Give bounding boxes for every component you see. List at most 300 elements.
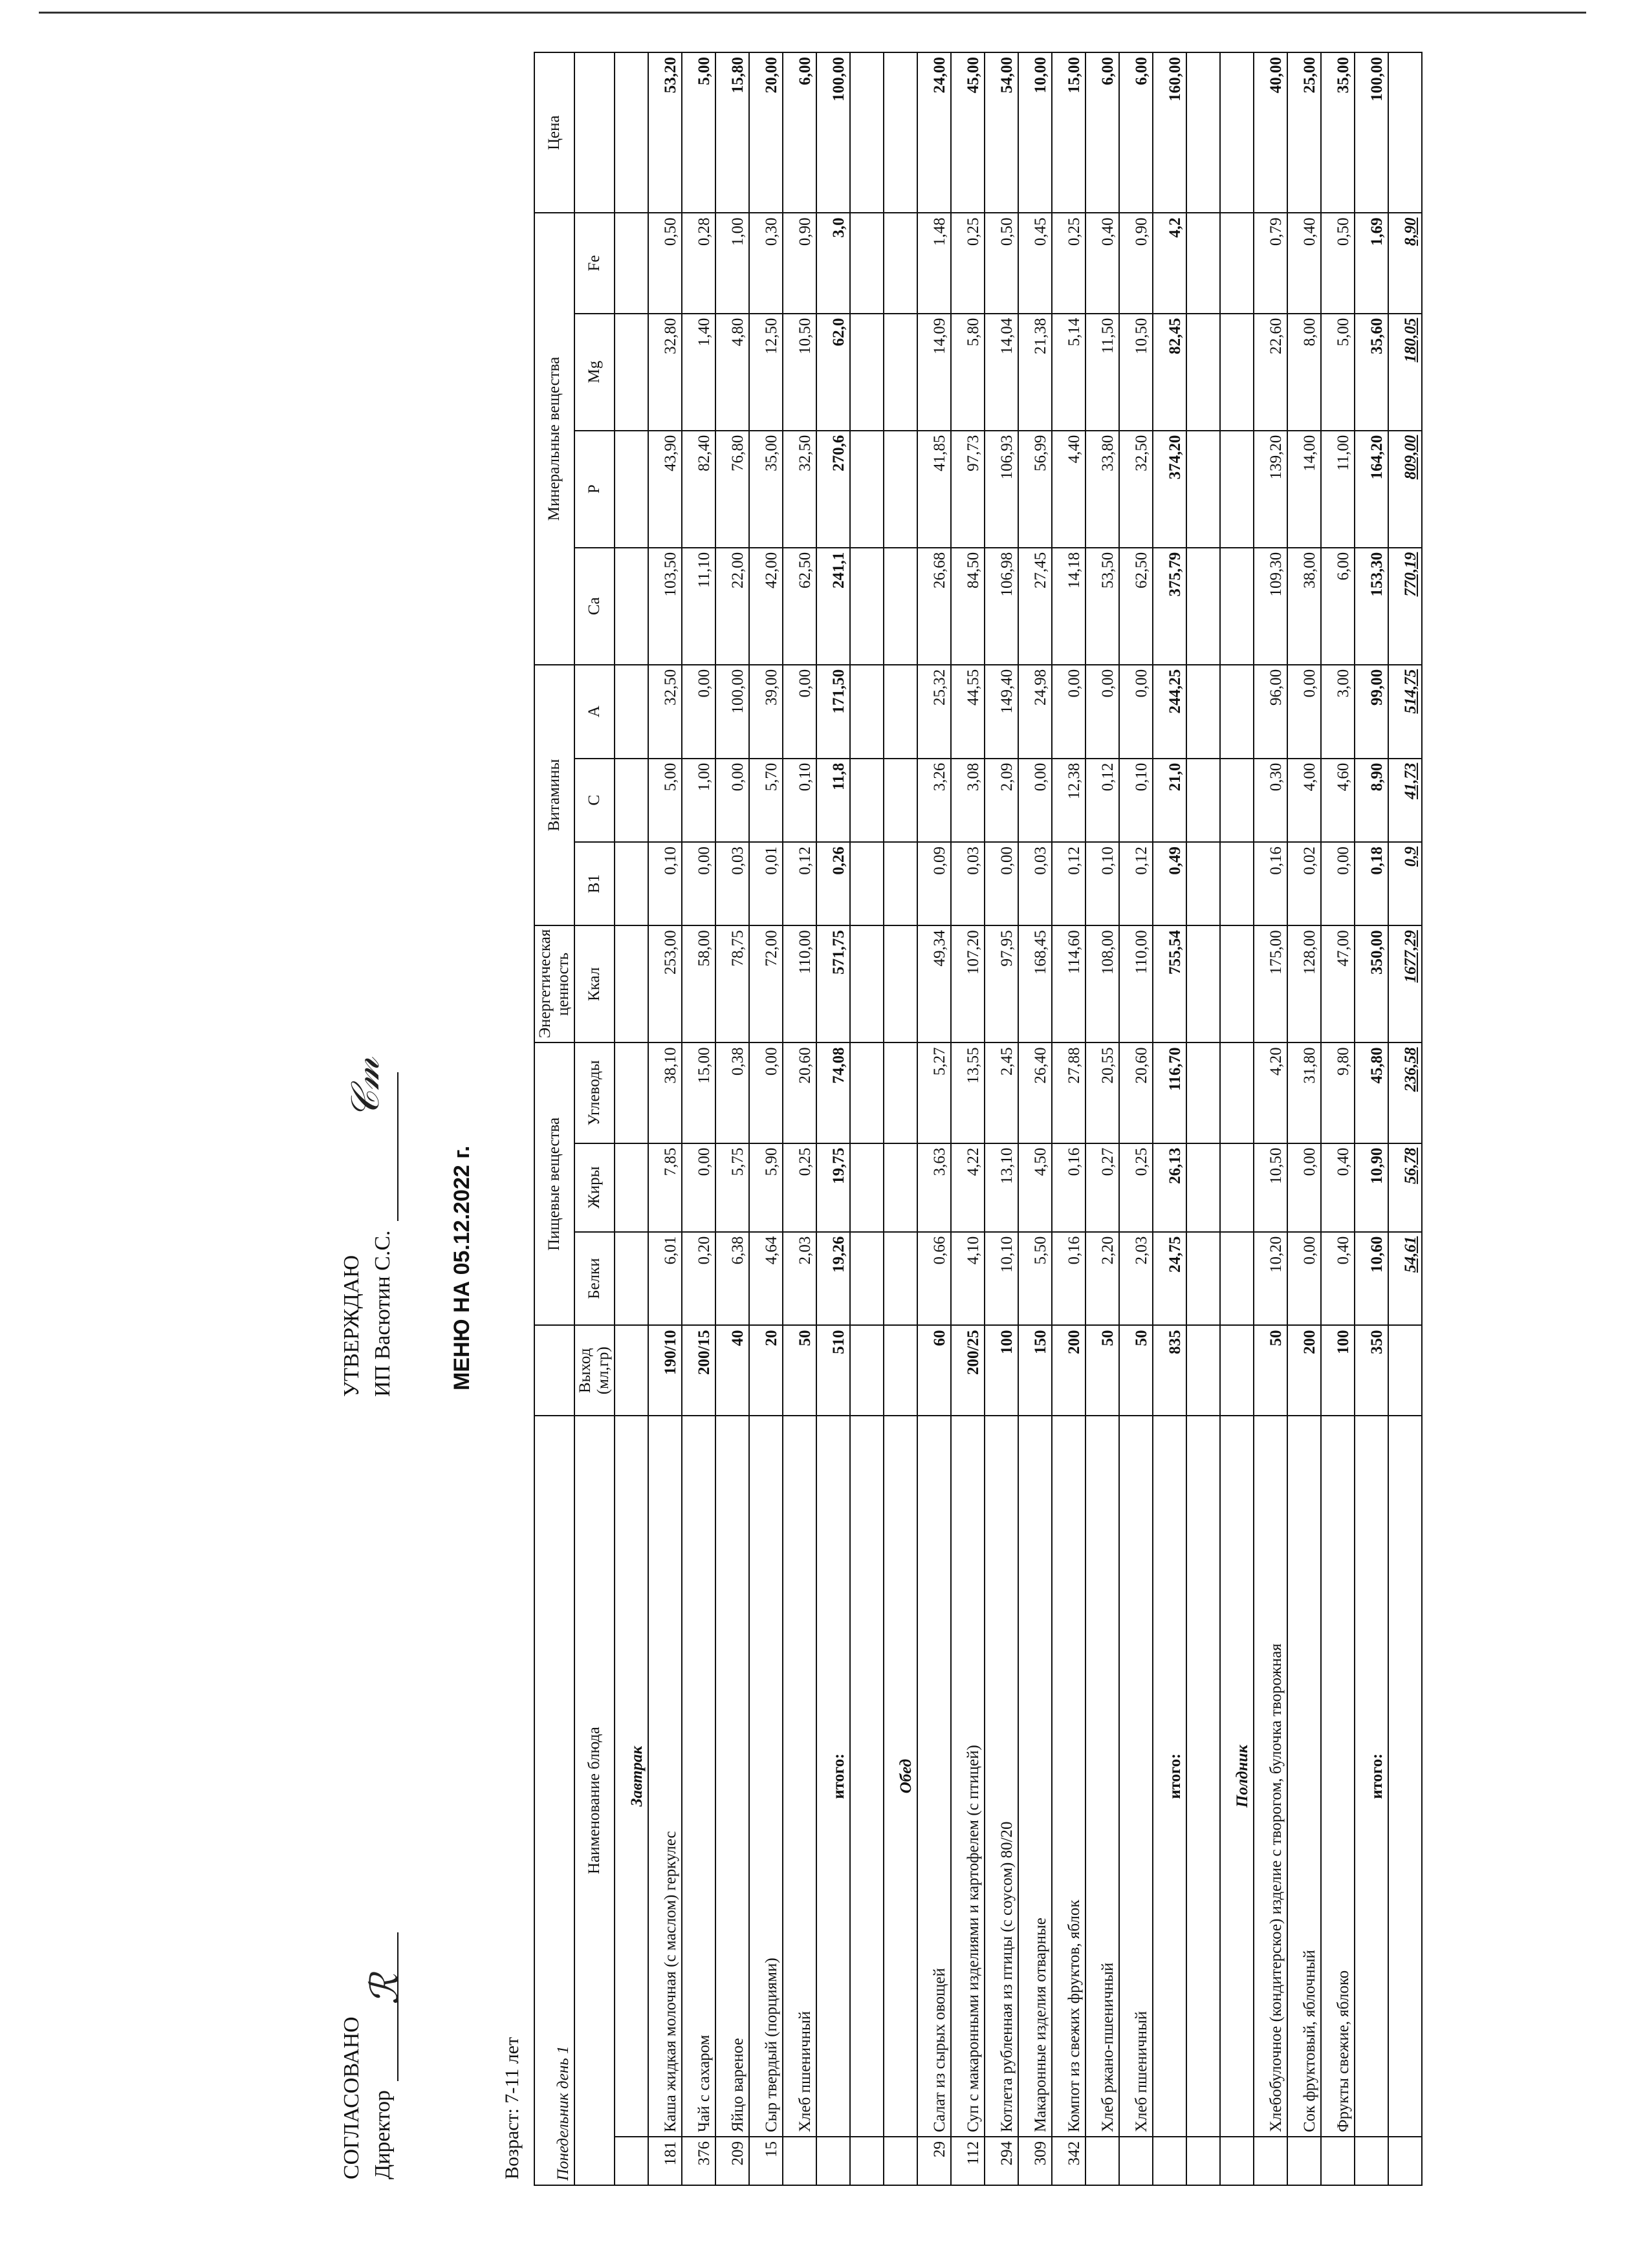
value-p: 139,20 [1254,431,1287,548]
value-a: 39,00 [749,665,783,759]
dish-output: 150 [1018,1325,1052,1416]
vitamins-group-header: Витамины [534,665,574,926]
total-label: итого: [1355,1416,1388,2137]
empty-cell [1220,665,1254,759]
empty-cell [850,1325,884,1416]
total-ca: 241,1 [816,548,850,665]
dish-price: 15,00 [1052,52,1085,213]
dish-price: 10,00 [1018,52,1052,213]
table-row [749,52,783,2185]
value-kcal: 78,75 [715,925,749,1042]
empty-cell [850,925,884,1042]
value-kcal: 253,00 [648,925,682,1042]
value-carbs: 0,38 [715,1042,749,1143]
value-kcal: 97,95 [985,925,1018,1042]
empty-cell [1220,52,1254,213]
value-proteins: 6,01 [648,1232,682,1326]
value-proteins: 4,10 [951,1232,985,1326]
value-carbs: 26,40 [1018,1042,1052,1143]
value-c: 5,70 [749,759,783,842]
empty-cell [1186,1232,1220,1326]
section-code-cell [884,2137,917,2185]
energy-group-header: Энергетическая ценность [534,925,574,1042]
value-kcal: 108,00 [1085,925,1119,1042]
dish-output: 50 [783,1325,816,1416]
dish-price: 25,00 [1287,52,1321,213]
value-fe: 0,79 [1254,213,1287,313]
dish-output: 200 [1287,1325,1321,1416]
value-carbs: 31,80 [1287,1042,1321,1143]
price-header: Цена [534,52,574,213]
empty-cell [1220,314,1254,431]
value-p: 82,40 [682,431,715,548]
empty-cell [615,1325,648,1416]
value-mg: 4,80 [715,314,749,431]
value-ca: 103,50 [648,548,682,665]
dish-output: 50 [1085,1325,1119,1416]
agreed-label: СОГЛАСОВАНО [340,2016,364,2179]
value-proteins: 5,50 [1018,1232,1052,1326]
value-ca: 38,00 [1287,548,1321,665]
value-a: 25,32 [917,665,951,759]
empty-cell [1186,213,1220,313]
grand-total-c: 41,73 [1388,759,1422,842]
dish-name: Хлеб пшеничный [1119,1416,1153,2137]
director-label: Директор [371,2090,395,2179]
empty-cell [615,759,648,842]
dish-output: 190/10 [648,1325,682,1416]
value-carbs: 5,27 [917,1042,951,1143]
section-row [884,52,917,2185]
empty-cell [850,52,884,213]
total-b1: 0,18 [1355,842,1388,925]
value-carbs: 20,55 [1085,1042,1119,1143]
value-fe: 0,50 [648,213,682,313]
value-carbs: 20,60 [783,1042,816,1143]
empty-cell [615,1042,648,1143]
empty-cell [1220,1325,1254,1416]
value-proteins: 2,20 [1085,1232,1119,1326]
total-output: 835 [1153,1325,1186,1416]
dish-price: 5,00 [682,52,715,213]
value-b1: 0,12 [1052,842,1085,925]
value-p: 14,00 [1287,431,1321,548]
empty-cell [884,52,917,213]
dish-name: Макаронные изделия отварные [1018,1416,1052,2137]
value-b1: 0,01 [749,842,783,925]
dish-name: Хлеб ржано-пшеничный [1085,1416,1119,2137]
section-title: Обед [884,1416,917,2137]
grand-total-mg: 180,05 [1388,314,1422,431]
value-kcal: 168,45 [1018,925,1052,1042]
table-row [682,52,715,2185]
value-fats: 0,40 [1321,1143,1355,1232]
value-carbs: 15,00 [682,1042,715,1143]
total-c: 21,0 [1153,759,1186,842]
value-mg: 5,80 [951,314,985,431]
value-c: 0,00 [715,759,749,842]
value-c: 0,00 [1018,759,1052,842]
approver-name: ИП Васютин С.С. [371,1230,395,1397]
value-c: 3,08 [951,759,985,842]
value-ca: 109,30 [1254,548,1287,665]
empty-cell [850,1232,884,1326]
dish-output: 200/15 [682,1325,715,1416]
dish-name-header: Наименование блюда [574,1416,615,2185]
value-ca: 106,98 [985,548,1018,665]
nutrients-group-header: Пищевые вещества [534,1042,574,1325]
empty-cell [884,925,917,1042]
table-row [951,52,985,2185]
recipe-code: 294 [985,2137,1018,2185]
total-row [816,52,850,2185]
dish-price: 35,00 [1321,52,1355,213]
empty-cell [884,213,917,313]
empty-cell [850,548,884,665]
carbs-header: Углеводы [574,1042,615,1143]
total-carbs: 116,70 [1153,1042,1186,1143]
total-mg: 35,60 [1355,314,1388,431]
table-row [917,52,951,2185]
value-fats: 5,75 [715,1143,749,1232]
dish-name: Сыр твердый (порциями) [749,1416,783,2137]
value-mg: 22,60 [1254,314,1287,431]
section-code-cell [1220,2137,1254,2185]
value-fe: 1,48 [917,213,951,313]
value-fats: 0,00 [682,1143,715,1232]
total-proteins: 24,75 [1153,1232,1186,1326]
dish-price: 6,00 [1085,52,1119,213]
total-price: 100,00 [1355,52,1388,213]
empty-cell [615,431,648,548]
value-fats: 5,90 [749,1143,783,1232]
value-fats: 4,22 [951,1143,985,1232]
value-carbs: 9,80 [1321,1042,1355,1143]
value-kcal: 107,20 [951,925,985,1042]
total-carbs: 74,08 [816,1042,850,1143]
total-proteins: 10,60 [1355,1232,1388,1326]
empty-cell [1186,1042,1220,1143]
value-carbs: 0,00 [749,1042,783,1143]
value-c: 2,09 [985,759,1018,842]
total-row [1355,52,1388,2185]
total-kcal: 350,00 [1355,925,1388,1042]
value-ca: 14,18 [1052,548,1085,665]
grand-total-kcal: 1677,29 [1388,925,1422,1042]
value-ca: 6,00 [1321,548,1355,665]
grand-total-proteins: 54,61 [1388,1232,1422,1326]
value-c: 4,00 [1287,759,1321,842]
value-ca: 62,50 [1119,548,1153,665]
dish-output: 200/25 [951,1325,985,1416]
b1-header: B1 [574,842,615,925]
value-a: 0,00 [1287,665,1321,759]
menu-table-body [615,52,1422,2185]
value-p: 97,73 [951,431,985,548]
value-a: 44,55 [951,665,985,759]
value-fats: 0,25 [783,1143,816,1232]
value-carbs: 4,20 [1254,1042,1287,1143]
value-fe: 0,45 [1018,213,1052,313]
empty-cell [1186,2137,1220,2185]
value-p: 43,90 [648,431,682,548]
empty-cell [1186,842,1220,925]
empty-cell [1388,52,1422,213]
value-p: 4,40 [1052,431,1085,548]
value-c: 4,60 [1321,759,1355,842]
table-row [1287,52,1321,2185]
value-p: 35,00 [749,431,783,548]
dish-name: Сок фруктовый, яблочный [1287,1416,1321,2137]
value-c: 0,10 [1119,759,1153,842]
total-p: 374,20 [1153,431,1186,548]
value-mg: 32,80 [648,314,682,431]
total-fats: 19,75 [816,1143,850,1232]
value-mg: 8,00 [1287,314,1321,431]
value-b1: 0,02 [1287,842,1321,925]
value-a: 24,98 [1018,665,1052,759]
value-mg: 10,50 [783,314,816,431]
value-fats: 0,25 [1119,1143,1153,1232]
value-b1: 0,12 [783,842,816,925]
total-kcal: 571,75 [816,925,850,1042]
empty-cell [850,842,884,925]
value-p: 41,85 [917,431,951,548]
value-mg: 1,40 [682,314,715,431]
day-header: Понедельник день 1 [534,1416,574,2185]
total-ca: 153,30 [1355,548,1388,665]
value-p: 56,99 [1018,431,1052,548]
value-c: 0,10 [783,759,816,842]
empty-cell [850,665,884,759]
dish-price: 24,00 [917,52,951,213]
fe-header: Fe [574,213,615,313]
age-label: Возраст: 7-11 лет [501,2036,523,2179]
c-header: C [574,759,615,842]
menu-title: МЕНЮ НА 05.12.2022 г. [450,1145,474,1390]
value-fats: 0,16 [1052,1143,1085,1232]
value-mg: 21,38 [1018,314,1052,431]
total-price: 160,00 [1153,52,1186,213]
value-ca: 26,68 [917,548,951,665]
total-code-cell [816,2137,850,2185]
section-title: Завтрак [615,1416,648,2137]
total-fe: 4,2 [1153,213,1186,313]
total-code-cell [1153,2137,1186,2185]
value-fats: 0,00 [1287,1143,1321,1232]
kcal-header: Ккал [574,925,615,1042]
empty-cell [1186,1325,1220,1416]
dish-name: Фрукты свежие, яблоко [1321,1416,1355,2137]
dish-price: 6,00 [1119,52,1153,213]
total-code-cell [1355,2137,1388,2185]
recipe-code: 376 [682,2137,715,2185]
empty-cell [1186,1416,1220,2137]
empty-cell [615,52,648,213]
dish-price: 53,20 [648,52,682,213]
table-row [715,52,749,2185]
dish-name: Хлеб пшеничный [783,1416,816,2137]
value-b1: 0,10 [1085,842,1119,925]
empty-cell [1186,925,1220,1042]
value-c: 12,38 [1052,759,1085,842]
value-fats: 3,63 [917,1143,951,1232]
output-header: Выход (мл,гр) [574,1325,615,1416]
menu-table [534,52,1423,2186]
table-row [648,52,682,2185]
value-carbs: 20,60 [1119,1042,1153,1143]
empty-cell [615,548,648,665]
dish-output: 100 [1321,1325,1355,1416]
empty-cell [615,1143,648,1232]
recipe-code [1321,2137,1355,2185]
total-a: 244,25 [1153,665,1186,759]
value-proteins: 0,66 [917,1232,951,1326]
recipe-code: 342 [1052,2137,1085,2185]
dish-name: Суп с макаронными изделиями и картофелем (с птицей) [951,1416,985,2137]
grand-total-carbs: 236,58 [1388,1042,1422,1143]
value-ca: 27,45 [1018,548,1052,665]
empty-cell [884,665,917,759]
value-fats: 7,85 [648,1143,682,1232]
value-a: 3,00 [1321,665,1355,759]
value-mg: 12,50 [749,314,783,431]
value-p: 32,50 [1119,431,1153,548]
recipe-code: 15 [749,2137,783,2185]
total-kcal: 755,54 [1153,925,1186,1042]
value-carbs: 13,55 [951,1042,985,1143]
empty-cell [1186,548,1220,665]
empty-cell [884,431,917,548]
dish-name: Компот из свежих фруктов, яблок [1052,1416,1085,2137]
total-a: 99,00 [1355,665,1388,759]
table-row [985,52,1018,2185]
grand-total-fats: 56,78 [1388,1143,1422,1232]
value-kcal: 175,00 [1254,925,1287,1042]
value-proteins: 4,64 [749,1232,783,1326]
empty-cell [1220,759,1254,842]
approved-label: УТВЕРЖДАЮ [340,1255,364,1397]
empty-cell [850,1416,884,2137]
grand-total-fe: 8,90 [1388,213,1422,313]
minerals-group-header: Минеральные вещества [534,213,574,664]
dish-name: Салат из сырых овощей [917,1416,951,2137]
section-row [615,52,648,2185]
dish-output: 20 [749,1325,783,1416]
total-b1: 0,49 [1153,842,1186,925]
recipe-code [783,2137,816,2185]
recipe-code [1085,2137,1119,2185]
value-fats: 0,27 [1085,1143,1119,1232]
empty-cell [850,1143,884,1232]
dish-name: Хлебобулочное (кондитерское) изделие с творогом, булочка творожная [1254,1416,1287,2137]
dish-output: 40 [715,1325,749,1416]
value-a: 100,00 [715,665,749,759]
dish-output: 100 [985,1325,1018,1416]
empty-cell [615,213,648,313]
value-proteins: 0,40 [1321,1232,1355,1326]
total-c: 11,8 [816,759,850,842]
recipe-code: 112 [951,2137,985,2185]
value-fats: 13,10 [985,1143,1018,1232]
value-mg: 5,14 [1052,314,1085,431]
empty-cell [615,1232,648,1326]
empty-cell [615,665,648,759]
empty-cell [884,548,917,665]
value-a: 96,00 [1254,665,1287,759]
empty-cell [884,1042,917,1143]
value-mg: 14,04 [985,314,1018,431]
value-p: 33,80 [1085,431,1119,548]
total-price: 100,00 [816,52,850,213]
director-signature-mark: ℛ [362,1974,408,2005]
value-fe: 1,00 [715,213,749,313]
section-row [1220,52,1254,2185]
empty-cell [1186,759,1220,842]
value-p: 11,00 [1321,431,1355,548]
value-kcal: 110,00 [783,925,816,1042]
dish-name: Чай с сахаром [682,1416,715,2137]
recipe-code: 309 [1018,2137,1052,2185]
total-fats: 26,13 [1153,1143,1186,1232]
total-proteins: 19,26 [816,1232,850,1326]
value-a: 149,40 [985,665,1018,759]
empty-cell [615,925,648,1042]
grand-total-a: 514,75 [1388,665,1422,759]
recipe-code: 209 [715,2137,749,2185]
value-a: 0,00 [682,665,715,759]
value-c: 5,00 [648,759,682,842]
top-border-line [39,12,1586,14]
table-row [1254,52,1287,2185]
value-fe: 0,50 [1321,213,1355,313]
grand-total-row [1388,52,1422,2185]
director-signature-line [375,1932,398,2081]
value-kcal: 72,00 [749,925,783,1042]
recipe-code [1254,2137,1287,2185]
total-output: 510 [816,1325,850,1416]
empty-cell [1388,1325,1422,1416]
empty-cell [615,842,648,925]
dish-output: 50 [1254,1325,1287,1416]
value-proteins: 2,03 [783,1232,816,1326]
total-a: 171,50 [816,665,850,759]
value-a: 0,00 [783,665,816,759]
empty-cell [1220,1143,1254,1232]
value-b1: 0,03 [1018,842,1052,925]
total-fe: 3,0 [816,213,850,313]
table-row [1052,52,1085,2185]
empty-cell [1186,52,1220,213]
total-label: итого: [1153,1416,1186,2137]
value-b1: 0,00 [985,842,1018,925]
empty-cell [1388,1416,1422,2137]
value-kcal: 47,00 [1321,925,1355,1042]
table-row [1018,52,1052,2185]
dish-price: 45,00 [951,52,985,213]
value-proteins: 0,20 [682,1232,715,1326]
dish-price: 54,00 [985,52,1018,213]
value-b1: 0,10 [648,842,682,925]
dish-price: 6,00 [783,52,816,213]
value-fe: 0,30 [749,213,783,313]
dish-price: 40,00 [1254,52,1287,213]
value-kcal: 114,60 [1052,925,1085,1042]
value-c: 0,30 [1254,759,1287,842]
total-output: 350 [1355,1325,1388,1416]
value-fe: 0,25 [951,213,985,313]
total-b1: 0,26 [816,842,850,925]
